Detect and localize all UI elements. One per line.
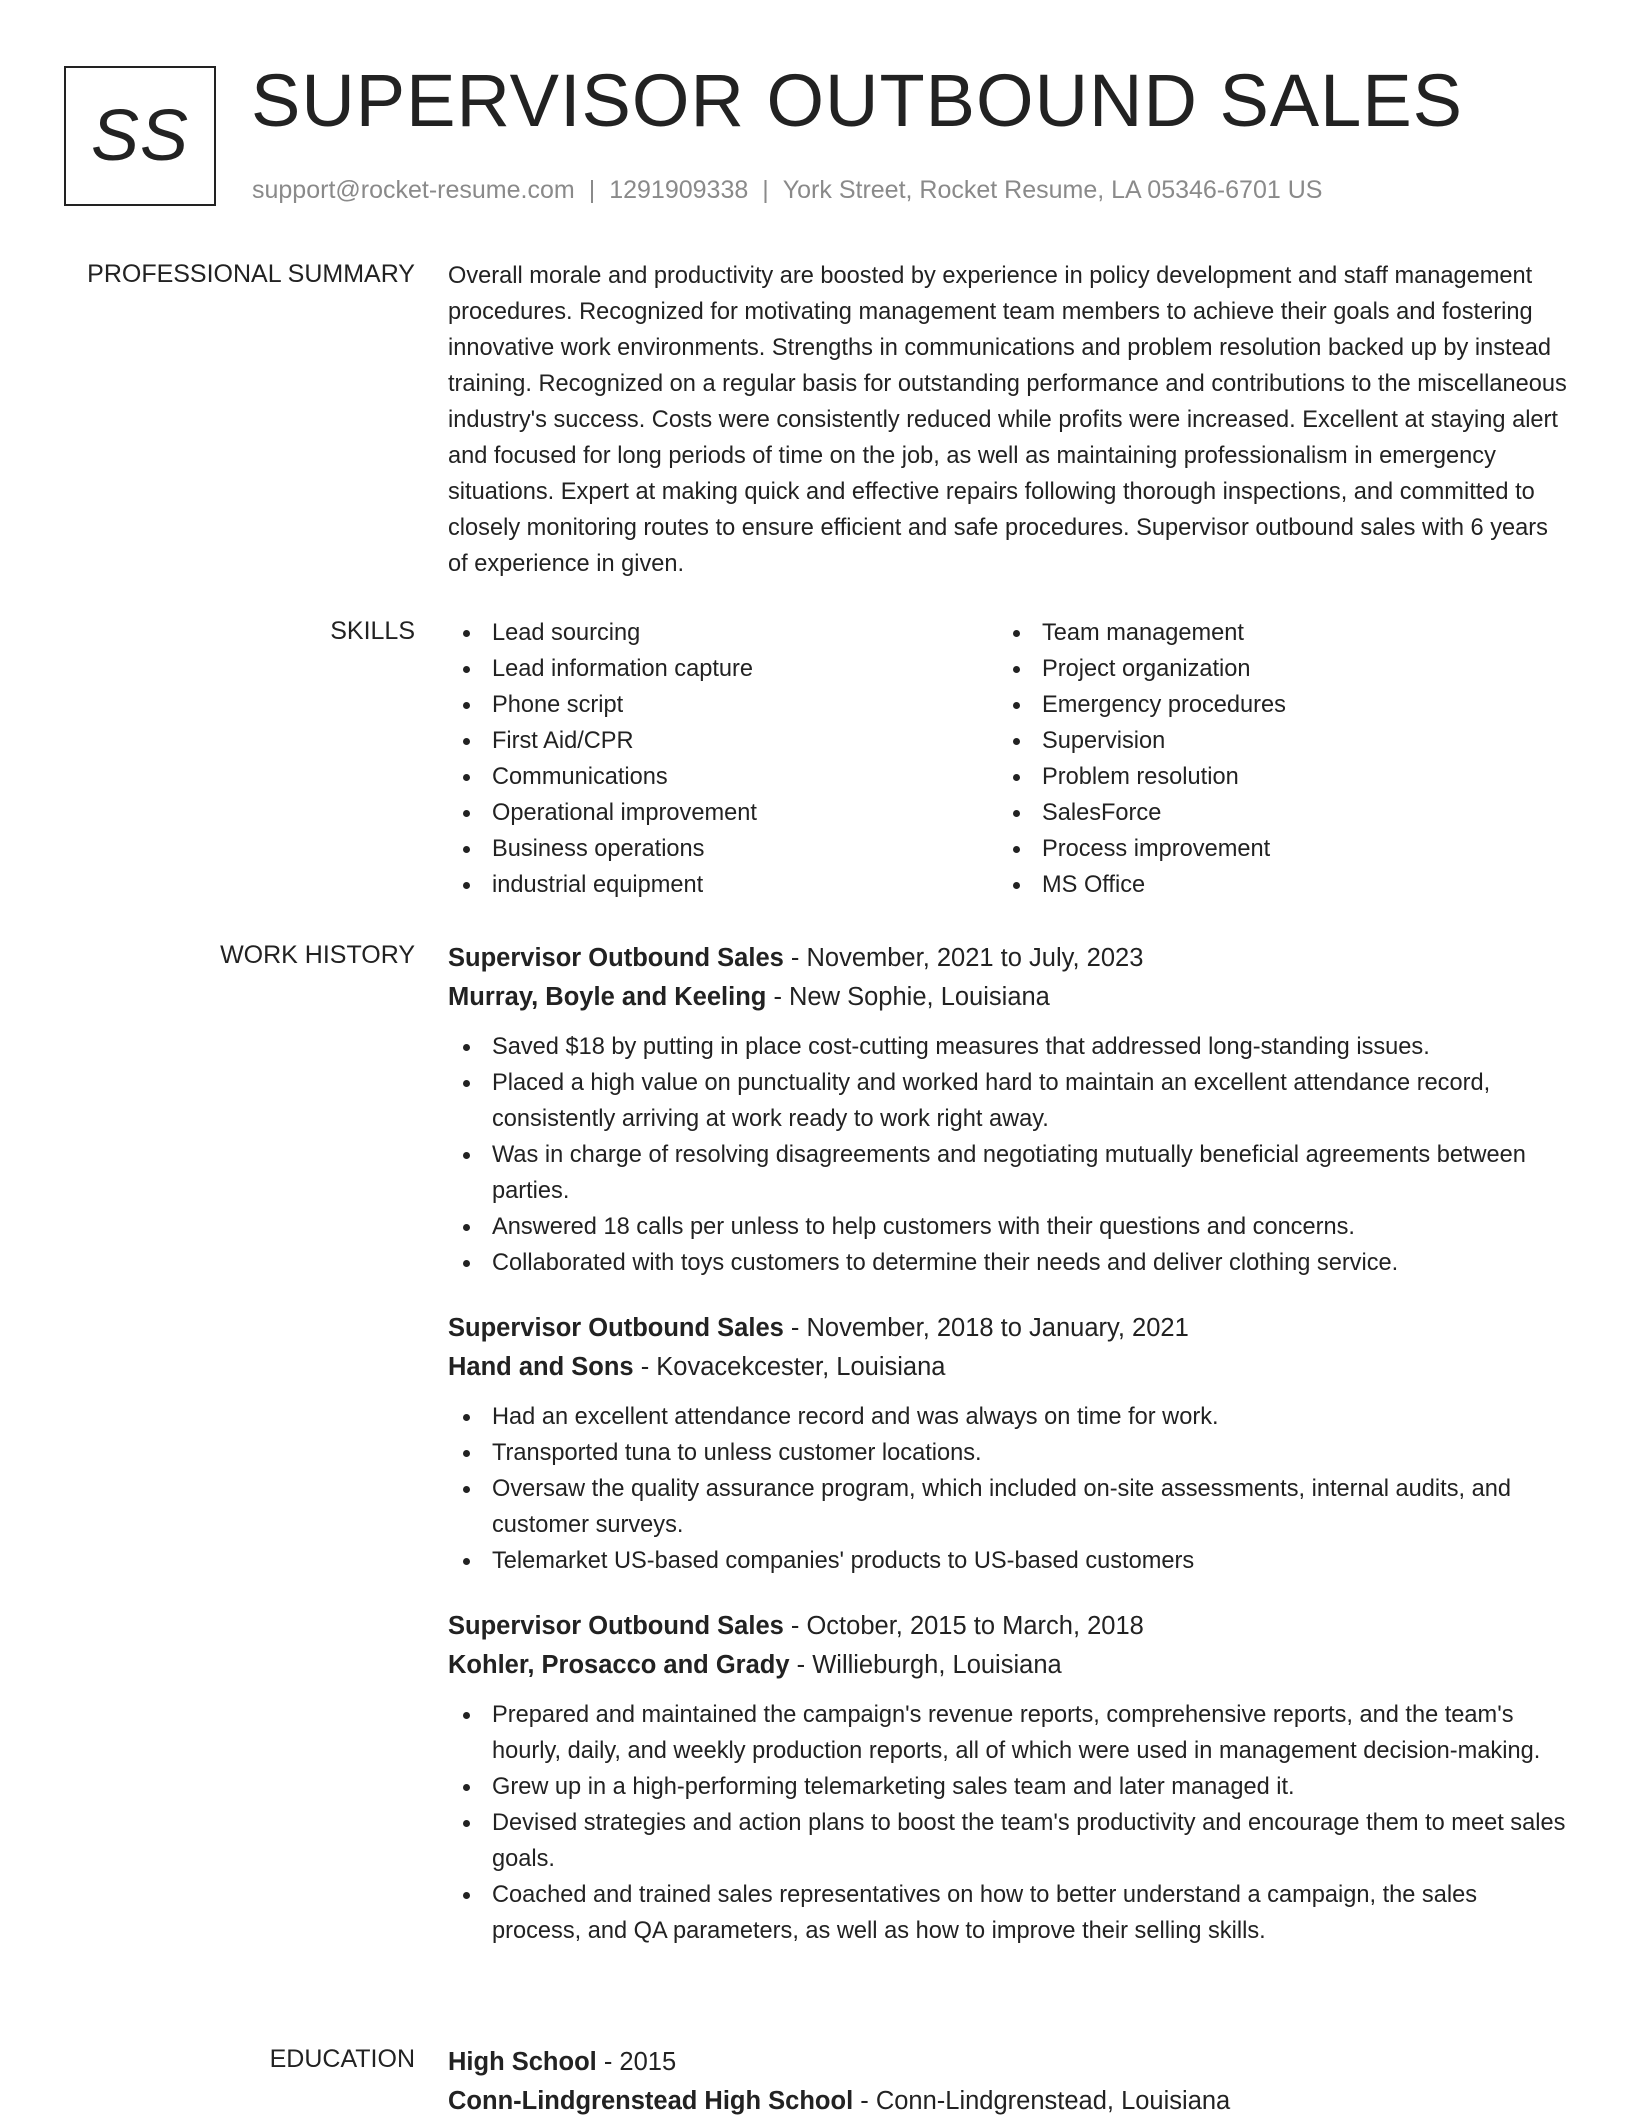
- job-title-line: [448, 939, 1570, 978]
- job-bullet-item: Telemarket US-based companies' products to US-based customers: [448, 1543, 1570, 1579]
- job-bullet-item: Oversaw the quality assurance program, which included on-site assessments, internal audits, and customer surveys.: [448, 1471, 1570, 1543]
- skill-item: Business operations: [448, 831, 998, 867]
- monogram-badge: [64, 66, 216, 206]
- job-bullet-item: Grew up in a high-performing telemarketing sales team and later managed it.: [448, 1769, 1570, 1805]
- section-heading: EDUCATION: [269, 2045, 415, 2073]
- job-company-line: [448, 978, 1570, 1017]
- job-title: Supervisor Outbound Sales: [448, 1314, 784, 1342]
- skills-body: [448, 615, 1570, 903]
- skills-grid: [448, 615, 1570, 903]
- skills-column-right: [998, 615, 1548, 903]
- contact-address: York Street, Rocket Resume, LA 05346-6701 US: [782, 176, 1323, 204]
- skill-item: First Aid/CPR: [448, 723, 998, 759]
- skill-item: Operational improvement: [448, 795, 998, 831]
- section-heading: SKILLS: [330, 617, 415, 645]
- job-location: - New Sophie, Louisiana: [766, 983, 1050, 1011]
- skill-item: Team management: [998, 615, 1548, 651]
- skill-item: industrial equipment: [448, 867, 998, 903]
- contact-phone: 1291909338: [609, 176, 749, 204]
- job-entry: [448, 1607, 1570, 1949]
- education-school: Conn-Lindgrenstead High School: [448, 2087, 854, 2115]
- job-bullet-item: Placed a high value on punctuality and worked hard to maintain an excellent attendance record, consistently arriving at work ready to work right away.: [448, 1065, 1570, 1137]
- job-bullet-item: Was in charge of resolving disagreements and negotiating mutually beneficial agreements between parties.: [448, 1137, 1570, 1209]
- skill-item: Problem resolution: [998, 759, 1548, 795]
- education-location: - Conn-Lindgrenstead, Louisiana: [853, 2087, 1231, 2115]
- job-location: - Willieburgh, Louisiana: [789, 1651, 1062, 1679]
- job-entry: [448, 1309, 1570, 1579]
- job-company: Murray, Boyle and Keeling: [448, 983, 767, 1011]
- skill-item: Process improvement: [998, 831, 1548, 867]
- job-company: Hand and Sons: [448, 1353, 634, 1381]
- skill-item: MS Office: [998, 867, 1548, 903]
- job-company-line: [448, 1348, 1570, 1387]
- job-dates: - November, 2021 to July, 2023: [783, 944, 1144, 972]
- section-heading: WORK HISTORY: [220, 941, 415, 969]
- job-bullet-item: Coached and trained sales representatives on how to better understand a campaign, the sales process, and QA parameters, as well as how to improve their selling skills.: [448, 1877, 1570, 1949]
- job-title: Supervisor Outbound Sales: [448, 1612, 784, 1640]
- job-dates: - November, 2018 to January, 2021: [783, 1314, 1189, 1342]
- summary-text: Overall morale and productivity are boosted by experience in policy development and staff management procedures. Recognized for motivating management team members to achieve their goals and fostering innovative work environments. Strengths in communications and problem resolution backed up by instead training. Recognized on a regular basis for outstanding performance and contributions to the miscellaneous industry's success. Costs were consistently reduced while profits were increased. Excellent at staying alert and focused for long periods of time on the job, as well as maintaining professionalism in emergency situations. Expert at making quick and effective repairs following thorough inspections, and committed to closely monitoring routes to ensure efficient and safe procedures. Supervisor outbound sales with 6 years of experience in given.: [448, 263, 1567, 577]
- job-bullet-item: Prepared and maintained the campaign's revenue reports, comprehensive reports, and the team's hourly, daily, and weekly production reports, all of which were used in management decision-making.: [448, 1697, 1570, 1769]
- work-history-body: [448, 939, 1570, 1977]
- skill-item: Phone script: [448, 687, 998, 723]
- job-bullet-item: Collaborated with toys customers to determine their needs and deliver clothing service.: [448, 1245, 1570, 1281]
- summary-body: [448, 258, 1570, 582]
- section-heading: PROFESSIONAL SUMMARY: [87, 260, 415, 288]
- job-bullets: [448, 1399, 1570, 1579]
- skill-item: Communications: [448, 759, 998, 795]
- job-bullet-item: Devised strategies and action plans to boost the team's productivity and encourage them to meet sales goals.: [448, 1805, 1570, 1877]
- page-title: SUPERVISOR OUTBOUND SALES: [251, 59, 1464, 142]
- education-body: [448, 2043, 1570, 2121]
- job-title-line: [448, 1309, 1570, 1348]
- monogram-initials: SS: [90, 96, 190, 176]
- skill-item: Supervision: [998, 723, 1548, 759]
- skill-item: Lead sourcing: [448, 615, 998, 651]
- contact-separator: |: [762, 176, 769, 204]
- job-bullets: [448, 1029, 1570, 1281]
- job-company: Kohler, Prosacco and Grady: [448, 1651, 790, 1679]
- job-location: - Kovacekcester, Louisiana: [633, 1353, 946, 1381]
- education-school-line: [448, 2082, 1570, 2121]
- job-bullet-item: Answered 18 calls per unless to help customers with their questions and concerns.: [448, 1209, 1570, 1245]
- job-bullet-item: Had an excellent attendance record and was always on time for work.: [448, 1399, 1570, 1435]
- skills-column-left: [448, 615, 998, 903]
- skill-item: SalesForce: [998, 795, 1548, 831]
- job-title: Supervisor Outbound Sales: [448, 944, 784, 972]
- education-degree: High School: [448, 2048, 597, 2076]
- job-bullet-item: Saved $18 by putting in place cost-cutting measures that addressed long-standing issues.: [448, 1029, 1570, 1065]
- contact-email: support@rocket-resume.com: [252, 176, 575, 204]
- contact-separator: |: [588, 176, 596, 204]
- skill-item: Emergency procedures: [998, 687, 1548, 723]
- skill-item: Lead information capture: [448, 651, 998, 687]
- education-year: - 2015: [596, 2048, 677, 2076]
- job-bullet-item: Transported tuna to unless customer locations.: [448, 1435, 1570, 1471]
- job-dates: - October, 2015 to March, 2018: [783, 1612, 1144, 1640]
- education-degree-line: [448, 2043, 1570, 2082]
- job-entry: [448, 939, 1570, 1281]
- contact-line: [252, 176, 1322, 205]
- skill-item: Project organization: [998, 651, 1548, 687]
- job-company-line: [448, 1646, 1570, 1685]
- job-title-line: [448, 1607, 1570, 1646]
- job-bullets: [448, 1697, 1570, 1949]
